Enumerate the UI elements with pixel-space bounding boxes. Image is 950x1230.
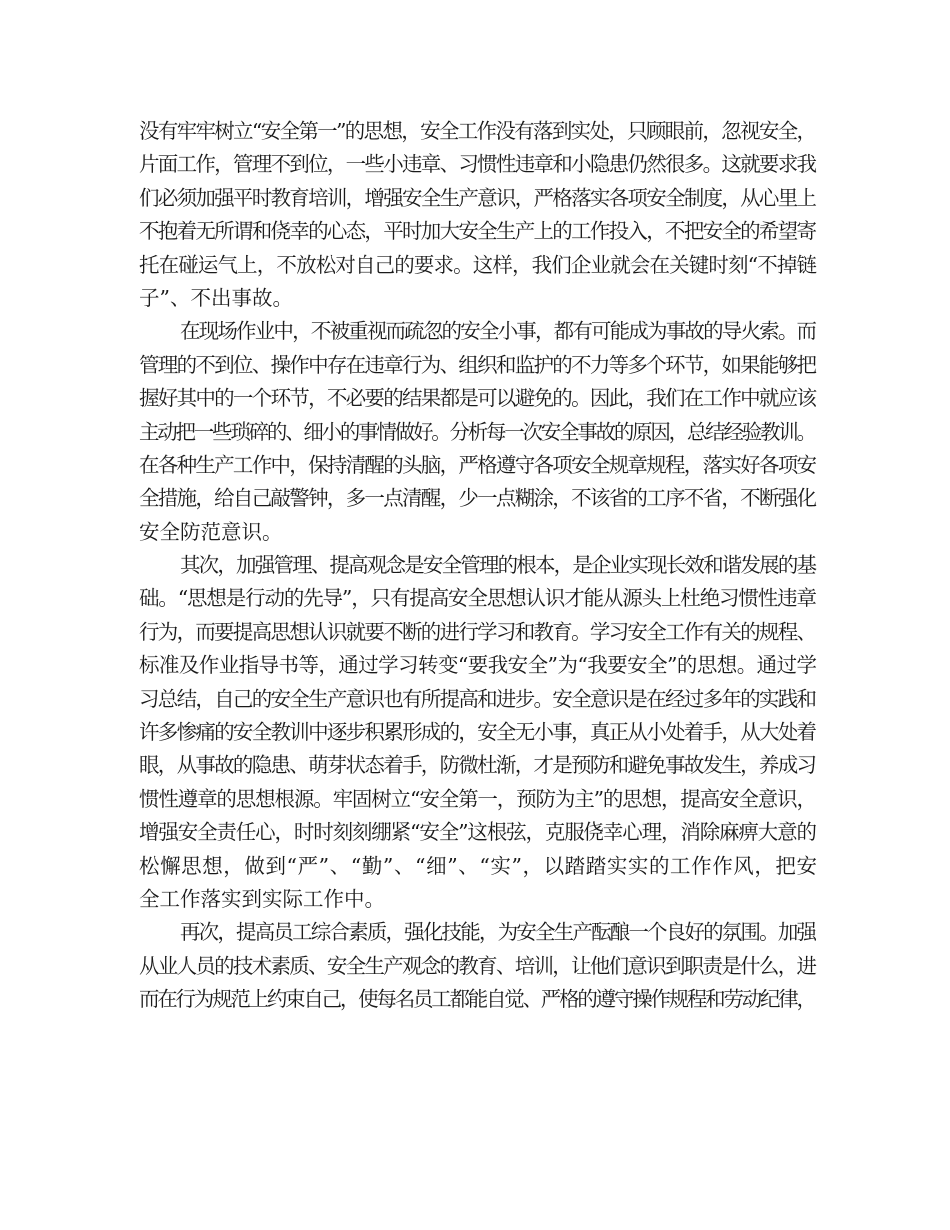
text-line: 安全防范意识。: [139, 519, 283, 544]
paragraph-first-line: 其次，加强管理、提高观念是安全管理的根本，是企业实现长效和谐发展的基: [180, 553, 816, 578]
text-line: 在各种生产工作中，保持清醒的头脑，严格遵守各项安全规章规程，落实好各项安: [139, 452, 816, 477]
document-body: [139, 115, 817, 1017]
text-line: 增强安全责任心，时时刻刻绷紧“安全”这根弦，克服侥幸心理，消除麻痹大意的: [139, 820, 816, 845]
text-line: 托在碰运气上，不放松对自己的要求。这样，我们企业就会在关键时刻“不掉链: [139, 252, 817, 277]
text-line: 不抱着无所谓和侥幸的心态，平时加大安全生产上的工作投入，不把安全的希望寄: [139, 219, 816, 244]
text-line: 松懈思想，做到“严”、“勤”、“细”、“实”，以踏踏实实的工作作风，把安: [139, 853, 818, 878]
paragraph-first-line: 在现场作业中，不被重视而疏忽的安全小事，都有可能成为事故的导火索。而: [180, 319, 816, 344]
text-line: 没有牢牢树立“安全第一”的思想，安全工作没有落到实处，只顾眼前，忽视安全，: [139, 119, 816, 143]
text-line: 惯性遵章的思想根源。牢固树立“安全第一，预防为主”的思想，提高安全意识，: [139, 786, 816, 811]
text-line: 眼，从事故的隐患、萌芽状态着手，防微杜渐，才是预防和避免事故发生，养成习: [139, 753, 816, 778]
text-line: 管理的不到位、操作中存在违章行为、组织和监护的不力等多个环节，如果能够把: [139, 352, 816, 377]
paragraph-first-line: 再次，提高员工综合素质，强化技能，为安全生产酝酿一个良好的氛围。加强: [180, 920, 816, 945]
text-line: 而在行为规范上约束自己，使每名员工都能自觉、严格的遵守操作规程和劳动纪律，: [139, 987, 815, 1012]
text-line: 标准及作业指导书等，通过学习转变“要我安全”为“我要安全”的思想。通过学: [139, 653, 817, 678]
text-line: 们必须加强平时教育培训，增强安全生产意识，严格落实各项安全制度，从心里上: [139, 185, 816, 210]
text-line: 全工作落实到实际工作中。: [139, 886, 385, 911]
text-line: 行为，而要提高思想认识就要不断的进行学习和教育。学习安全工作有关的规程、: [139, 619, 816, 644]
text-line: 握好其中的一个环节，不必要的结果都是可以避免的。因此，我们在工作中就应该: [139, 386, 816, 411]
text-line: 习总结，自己的安全生产意识也有所提高和进步。安全意识是在经过多年的实践和: [139, 686, 816, 711]
text-line: 主动把一些琐碎的、细小的事情做好。分析每一次安全事故的原因，总结经验教训。: [139, 419, 815, 444]
text-line: 从业人员的技术素质、安全生产观念的教育、培训，让他们意识到职责是什么，进: [139, 953, 816, 978]
text-line: 片面工作，管理不到位，一些小违章、习惯性违章和小隐患仍然很多。这就要求我: [139, 152, 816, 177]
text-line: 全措施，给自己敲警钟，多一点清醒，少一点糊涂，不该省的工序不省，不断强化: [139, 486, 816, 511]
text-line: 许多惨痛的安全教训中逐步积累形成的，安全无小事，真正从小处着手，从大处着: [139, 720, 816, 745]
text-line: 础。“思想是行动的先导”，只有提高安全思想认识才能从源头上杜绝习惯性违章: [139, 586, 816, 611]
text-line: 子”、不出事故。: [139, 285, 293, 310]
